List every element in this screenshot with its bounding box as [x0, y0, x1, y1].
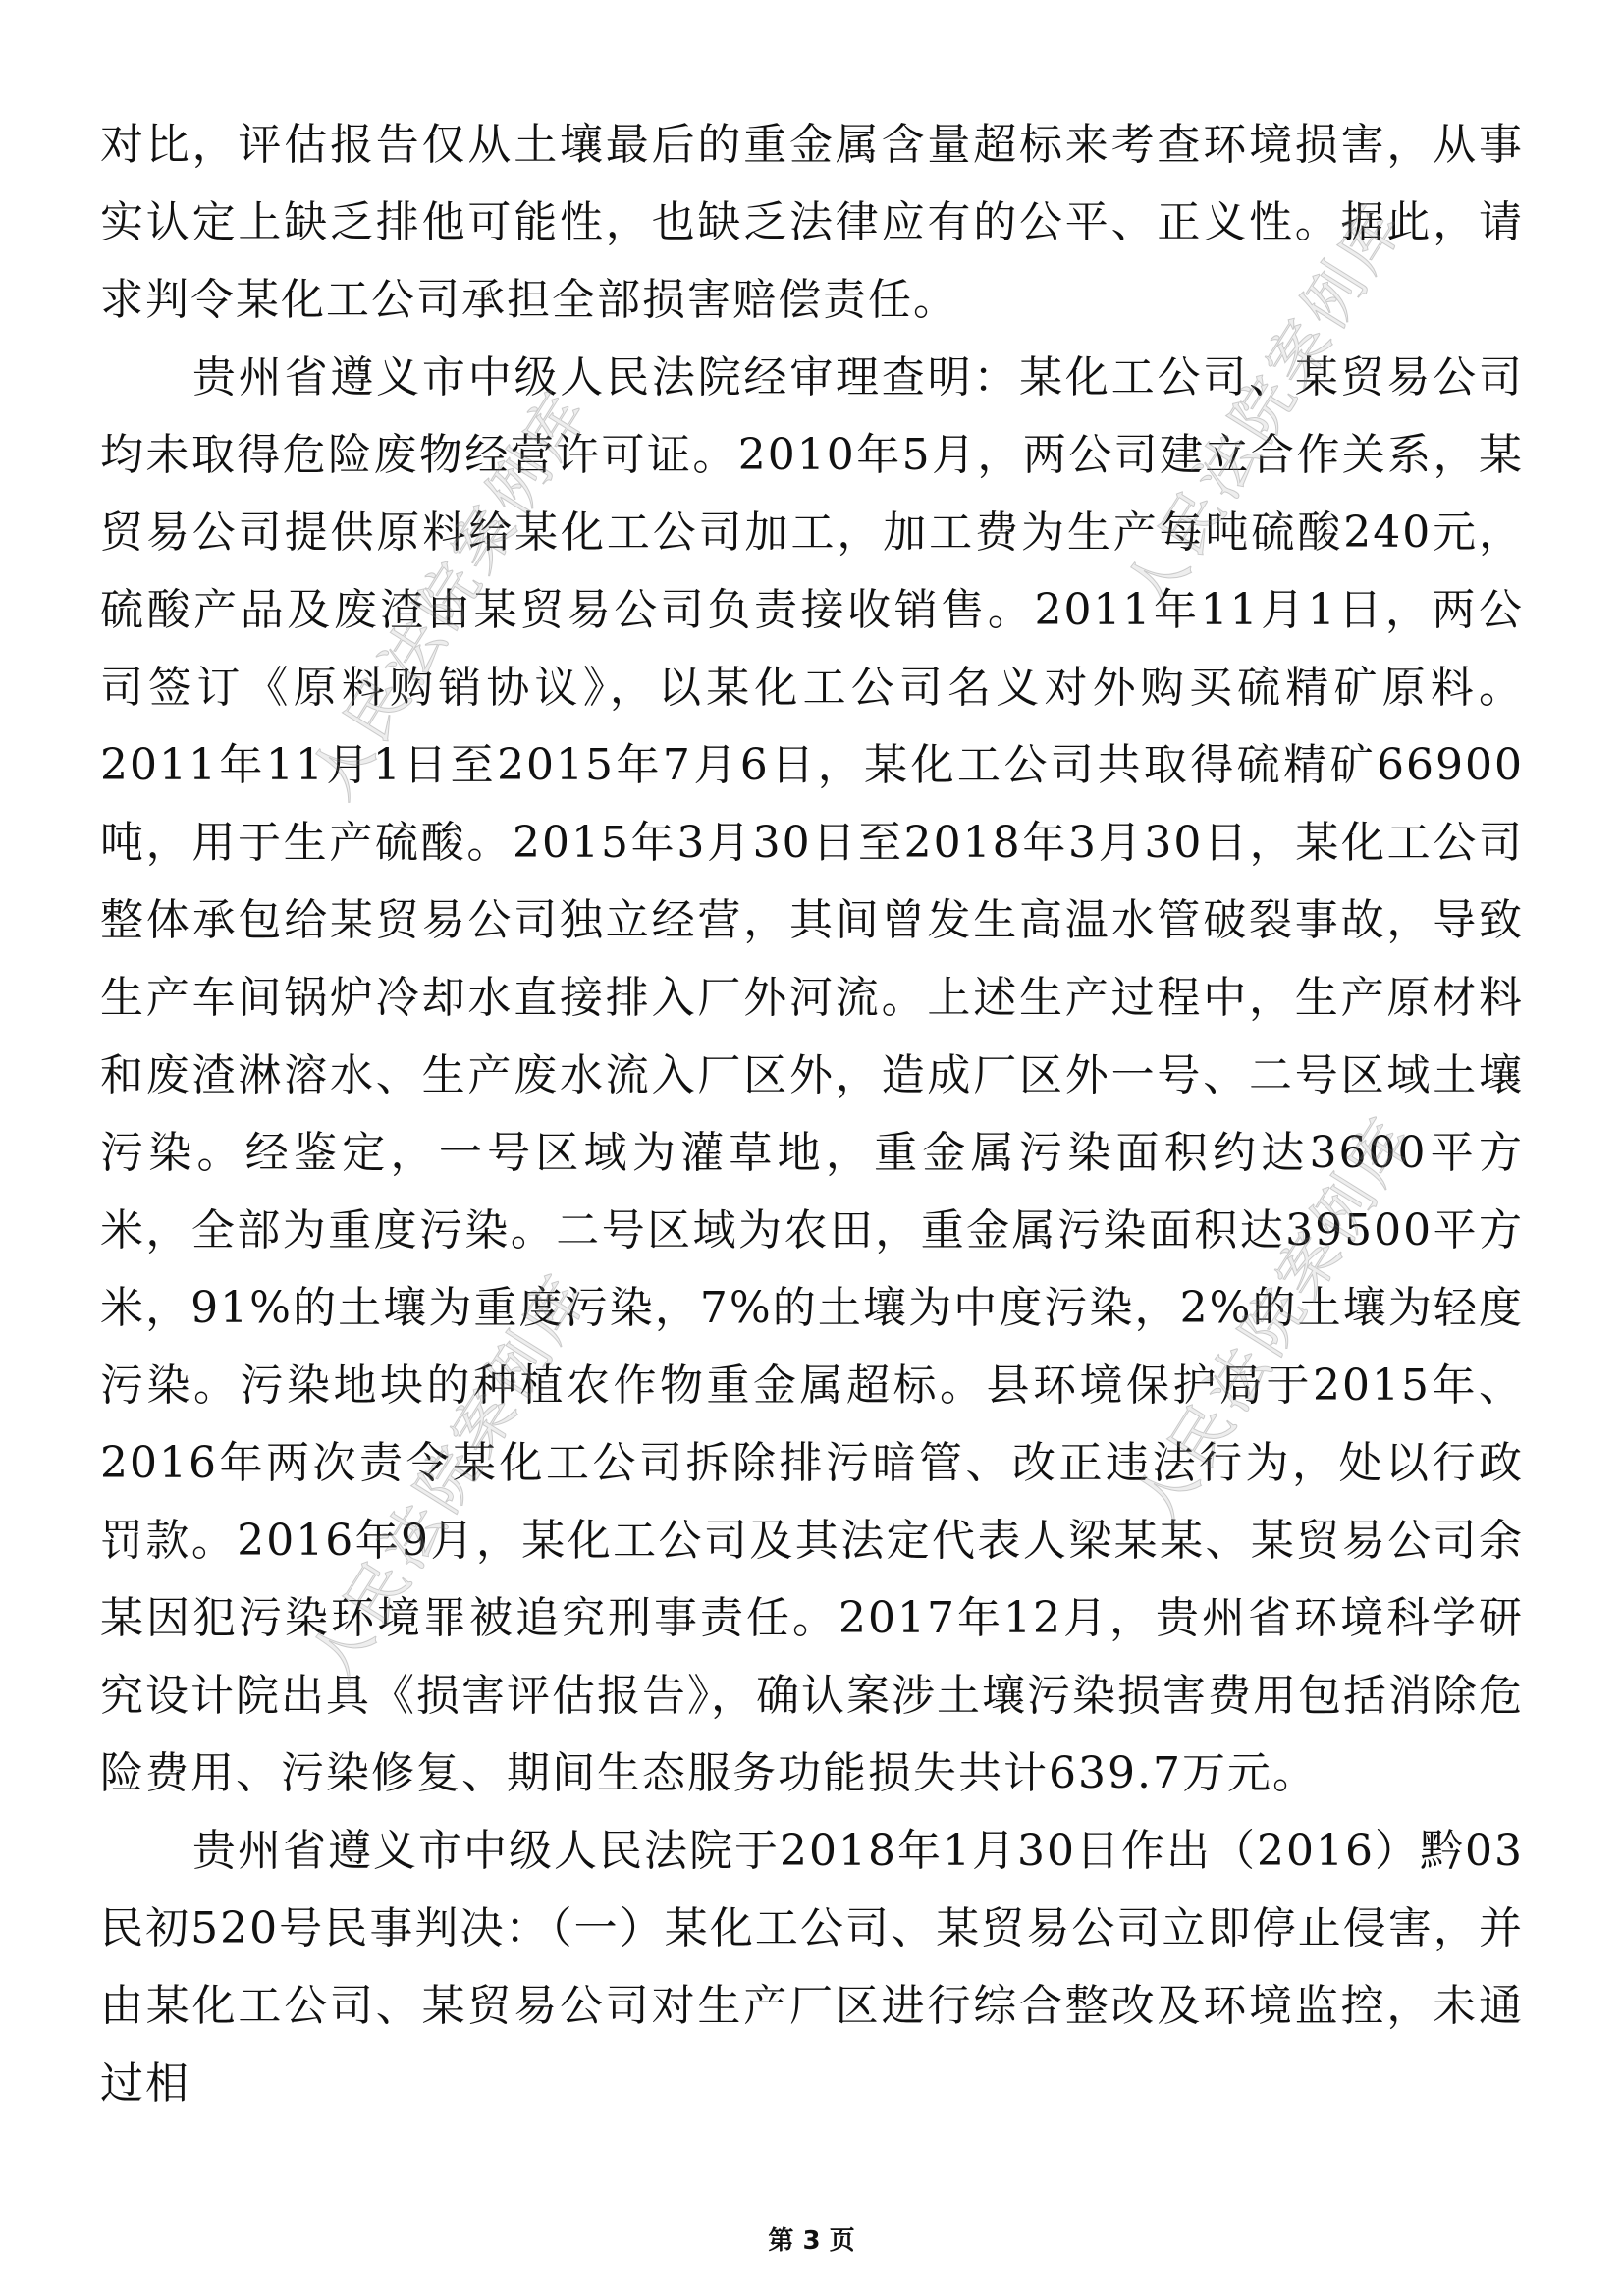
paragraph-2: 贵州省遵义市中级人民法院经审理查明：某化工公司、某贸易公司均未取得危险废物经营许可证。2010年5月，两公司建立合作关系，某贸易公司提供原料给某化工公司加工，加工费为生产每吨硫酸240元，硫酸产品及废渣由某贸易公司负责接收销售。2011年11月1日，两公司签订《原料购销协议》，以某化工公司名义对外购买硫精矿原料。2011年11月1日至2015年7月6日，某化工公司共取得硫精矿66900吨，用于生产硫酸。2015年3月30日至2018年3月30日，某化工公司整体承包给某贸易公司独立经营，其间曾发生高温水管破裂事故，导致生产车间锅炉冷却水直接排入厂外河流。上述生产过程中，生产原材料和废渣淋溶水、生产废水流入厂区外，造成厂区外一号、二号区域土壤污染。经鉴定，一号区域为灌草地，重金属污染面积约达3600平方米，全部为重度污染。二号区域为农田，重金属污染面积达39500平方米，91%的土壤为重度污染，7%的土壤为中度污染，2%的土壤为轻度污染。污染地块的种植农作物重金属超标。县环境保护局于2015年、2016年两次责令某化工公司拆除排污暗管、改正违法行为，处以行政罚款。2016年9月，某化工公司及其法定代表人梁某某、某贸易公司余某因犯污染环境罪被追究刑事责任。2017年12月，贵州省环境科学研究设计院出具《损害评估报告》，确认案涉土壤污染损害费用包括消除危险费用、污染修复、期间生态服务功能损失共计639.7万元。: [100, 352, 1524, 1798]
watermark-text: 人民法院案例库: [296, 376, 605, 811]
watermark-text: 人民法院案例库: [1120, 1102, 1430, 1537]
watermark-text: 人民法院案例库: [1110, 189, 1420, 624]
watermark-text: 人民法院案例库: [296, 1259, 605, 1694]
paragraph-3: 贵州省遵义市中级人民法院于2018年1月30日作出（2016）黔03民初520号民事判决：（一）某化工公司、某贸易公司立即停止侵害，并由某化工公司、某贸易公司对生产厂区进行综合整改及环境监控，未通过相: [100, 1826, 1524, 2109]
paragraph-1: 对比，评估报告仅从土壤最后的重金属含量超标来考查环境损害，从事实认定上缺乏排他可能性，也缺乏法律应有的公平、正义性。据此，请求判令某化工公司承担全部损害赔偿责任。: [100, 120, 1524, 325]
document-body: [100, 106, 1524, 2122]
page-number: 第 3 页: [768, 2226, 855, 2256]
